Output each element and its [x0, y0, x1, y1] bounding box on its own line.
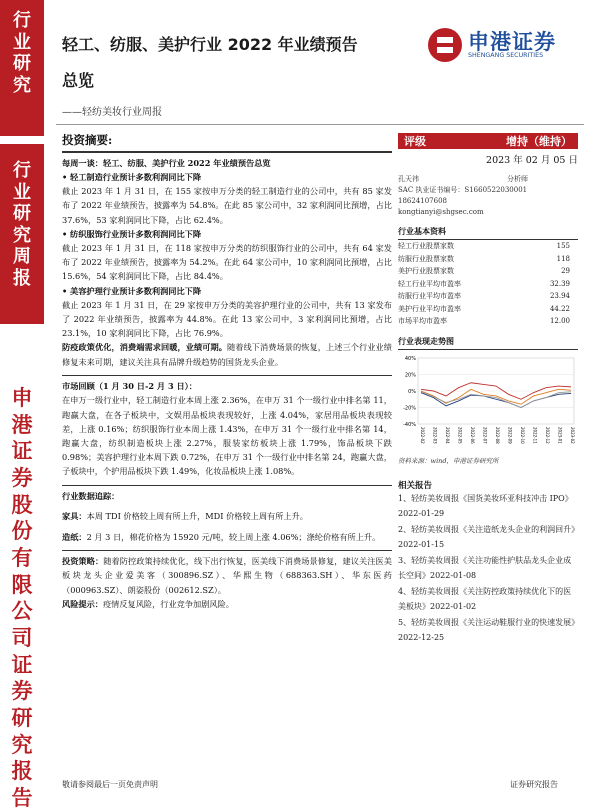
- para-light-industry: 截止 2023 年 1 月 31 日，在 155 家按申万分类的轻工制造行业的公司中，共有 85 家发布了 2022 年业绩预告，披露率为 54.8%。在此 85 家公司中，32 家利润同比預增，占比 37.6%，53 家利润同比下降，占比 62.4%。: [62, 186, 392, 225]
- tracking-home: 家具：本周 TDI 价格较上周有所上升，MDI 价格较上周有所上升。: [62, 511, 308, 522]
- x-tick-label: 2022-10: [520, 426, 525, 444]
- para-textile: 截止 2023 年 1 月 31 日，在 118 家按申万分类的纺织服饰行业的公司中，共有 64 家发布了 2022 年业绩预告，披露率为 54.2%。在此 64 家公司中，10 家利润同比預增，占比 15.6%，54 家利润同比下降，占比 84.4%。: [62, 242, 392, 282]
- basic-data-value: 155: [556, 242, 570, 250]
- market-heading: 市场回顾（1 月 30 日-2 月 3 日）：: [62, 381, 197, 392]
- sidebar: [0, 0, 44, 810]
- basic-data-label: 纺服行业股票家数: [398, 254, 454, 263]
- rating-label: 评级: [404, 135, 426, 148]
- logo-name: 申港证券: [468, 30, 556, 54]
- logo-mark-icon: [428, 28, 462, 62]
- basic-data-row: [398, 253, 578, 266]
- investment-strategy: 投资策略：随着防控政策持续优化，线下出行恢复，医美线下消费场景修复，建议关注医美板块龙头企业爱美客（300896.SZ）、华熙生物（688363.SH）、华东医药（000963.SZ）、朗姿股份（002612.SZ）。: [62, 556, 392, 595]
- chart-svg: [398, 354, 578, 454]
- report-date: 2023 年 02 月 05 日: [486, 155, 578, 166]
- basic-data-value: 118: [556, 254, 570, 263]
- basic-data-row: [398, 290, 578, 303]
- para-beauty: 截止 2023 年 1 月 31 日，在 29 家按申万分类的美容护理行业的公司中，共有 13 家发布了 2022 年业绩预告，披露率为 44.8%。在此 13 家公司中，3 家利润同比預增，占比 23.1%，10 家利润同比下降，占比 76.9%。: [62, 299, 392, 339]
- conclusion: [62, 340, 392, 368]
- basic-data-row: [398, 240, 578, 253]
- section-divider: [62, 485, 392, 487]
- basic-data-label: 市场平均市盈率: [398, 317, 447, 325]
- report-title: 轻工、纺服、美护行业 2022 年业绩预告: [62, 35, 358, 54]
- conclusion-bold: 防疫政策优化，消费端需求回暖，业绩可期。: [62, 342, 228, 353]
- x-tick-label: 2022-04: [445, 426, 450, 444]
- rating-value: 增持（维持）: [506, 135, 572, 148]
- summary-heading: 投资摘要:: [62, 133, 113, 147]
- side-column: [398, 133, 578, 646]
- y-tick-label: -40%: [403, 421, 416, 428]
- basic-data-label: 轻工行业股票家数: [398, 242, 454, 250]
- related-report-link[interactable]: 5、轻纺美妆周报《关注运动鞋服行业的快速发展》2022-12-25: [398, 617, 576, 642]
- sidebar-company-label: 申 港 证 券 股 份 有 限 公 司 证 券 研 究 报 告: [0, 375, 44, 800]
- risk-warning: 风险提示：疫情反复风险，行业竞争加剧风险。: [62, 598, 234, 609]
- footer-disclaimer: 敬请参阅最后一页免责声明: [62, 780, 158, 789]
- y-tick-label: 20%: [404, 372, 416, 378]
- related-heading: 相关报告: [398, 480, 433, 491]
- y-tick-label: -20%: [403, 405, 416, 411]
- basic-data-value: 23.94: [549, 292, 570, 300]
- analyst-name: 孔天祎: [398, 175, 419, 183]
- performance-chart: [398, 354, 578, 454]
- basic-data-label: 美护行业股票家数: [398, 267, 454, 275]
- x-tick-label: 2022-09: [507, 426, 513, 444]
- x-tick-label: 2022-07: [482, 426, 488, 444]
- report-title-line2: 总览: [62, 71, 95, 90]
- basic-data-label: 美护行业平均市盈率: [398, 304, 461, 313]
- basic-data-heading: 行业基本资料: [398, 226, 578, 240]
- header-divider: [56, 124, 584, 125]
- bullet-beauty: • 美容护理行业预计多数利润同比下降: [62, 284, 392, 298]
- footer-report-type: 证券研究报告: [510, 780, 558, 789]
- market-text: 在申万一级行业中，轻工制造行业本周上涨 2.36%，在申万 31 个一级行业中排名第 11，跑赢大盘，在各子板块中，文娱用品板块表现较好，上涨 4.04%，家居用品板块表现较差，上涨 0.16%；纺织服饰行业本周上涨 1.43%，在申万 31 个一级行业中排名第 14，跑赢大盘，纺织制造板块上涨 2.27%，服装家纺板块上涨 1.79%，饰品板块下跌 0.98%；美容护理行业本周下跌 0.72%，在申万 31 个一级行业中排名第 24，跑赢大盘，子板块中，个护用品板块下跌 1.49%，化妆品板块上涨 1.08%。: [62, 395, 392, 477]
- section-divider: [62, 151, 392, 153]
- sidebar-industry-research: 行 业 研 究: [0, 0, 44, 136]
- section-divider: [62, 375, 392, 377]
- rating-bar: [398, 133, 578, 149]
- basic-data-table: [398, 240, 578, 328]
- x-tick-label: 2022-12: [545, 426, 550, 444]
- basic-data-value: 32.39: [549, 279, 570, 288]
- section-divider: [62, 550, 392, 552]
- report-subtitle: ——轻纺美妆行业周报: [62, 107, 162, 118]
- basic-data-label: 轻工行业平均市盈率: [398, 279, 461, 288]
- x-tick-label: 2022-08: [495, 426, 500, 444]
- x-tick-label: 2022-11: [532, 426, 538, 444]
- bullet-light-industry: • 轻工制造行业预计多数利润同比下降: [62, 170, 392, 184]
- chart-source: 资料来源：wind，申港证券研究所: [398, 456, 499, 465]
- related-report-link[interactable]: 2、轻纺美妆周报《关注造纸龙头企业的利润回升》2022-01-15: [398, 524, 576, 549]
- analyst-phone: 18624107608: [398, 197, 447, 205]
- related-reports-list: [398, 491, 578, 646]
- x-tick-label: 2022-02: [420, 426, 425, 444]
- main-column: [62, 133, 392, 611]
- analyst-email[interactable]: kongtianyi@shgsec.com: [398, 208, 484, 216]
- basic-data-row: [398, 303, 578, 316]
- y-tick-label: 40%: [404, 355, 416, 362]
- basic-data-row: [398, 265, 578, 278]
- analyst-info: [398, 174, 578, 218]
- analyst-role: 分析师: [507, 175, 528, 183]
- related-report-link[interactable]: 3、轻纺美妆周报《关注功能性护肤品龙头企业成长空间》2022-01-08: [398, 555, 572, 580]
- analyst-sac: SAC 执业证书编号：S1660522030001: [398, 186, 528, 194]
- chart-heading: 行业表现走势图: [398, 336, 578, 350]
- conclusion-text: 随着线下消费场景的恢复，上述三个行业业绩修复未来可期，建议关注具有品牌升级趋势的国货龙头企业。: [62, 342, 392, 367]
- bullet-textile: • 纺织服饰行业预计多数利润同比下降: [62, 227, 392, 241]
- x-tick-label: 2022-03: [432, 426, 438, 444]
- basic-data-label: 纺服行业平均市盈率: [398, 292, 461, 300]
- company-logo: [428, 28, 578, 64]
- tracking-paper: 造纸：2 月 3 日，棉花价格为 15920 元/吨，较上周上涨 4.06%；涤纶价格有所上升。: [62, 531, 381, 542]
- x-tick-label: 2023-02: [570, 426, 575, 444]
- sidebar-weekly-report: 行 业 研 究 周 报: [0, 144, 44, 324]
- related-report-link[interactable]: 4、轻纺美妆周报《关注防控政策持续优化下的医美板块》2022-01-02: [398, 586, 572, 611]
- x-tick-label: 2022-05: [457, 426, 463, 444]
- basic-data-value: 12.00: [549, 317, 570, 325]
- weekly-topic: 每周一谈：轻工、纺服、美护行业 2022 年业绩预告总览: [62, 157, 271, 168]
- basic-data-value: 44.22: [549, 304, 570, 313]
- basic-data-value: 29: [561, 267, 570, 275]
- related-report-link[interactable]: 1、轻纺美妆周报《国货美妆环亚科技冲击 IPO》2022-01-29: [398, 493, 573, 518]
- x-tick-label: 2022-06: [470, 426, 475, 444]
- y-tick-label: 0%: [408, 388, 416, 395]
- basic-data-row: [398, 315, 578, 328]
- logo-english-name: SHENGANG SECURITIES: [468, 52, 544, 59]
- x-tick-label: 2023-01: [557, 426, 563, 444]
- basic-data-row: [398, 278, 578, 291]
- tracking-heading: 行业数据追踪：: [62, 491, 120, 502]
